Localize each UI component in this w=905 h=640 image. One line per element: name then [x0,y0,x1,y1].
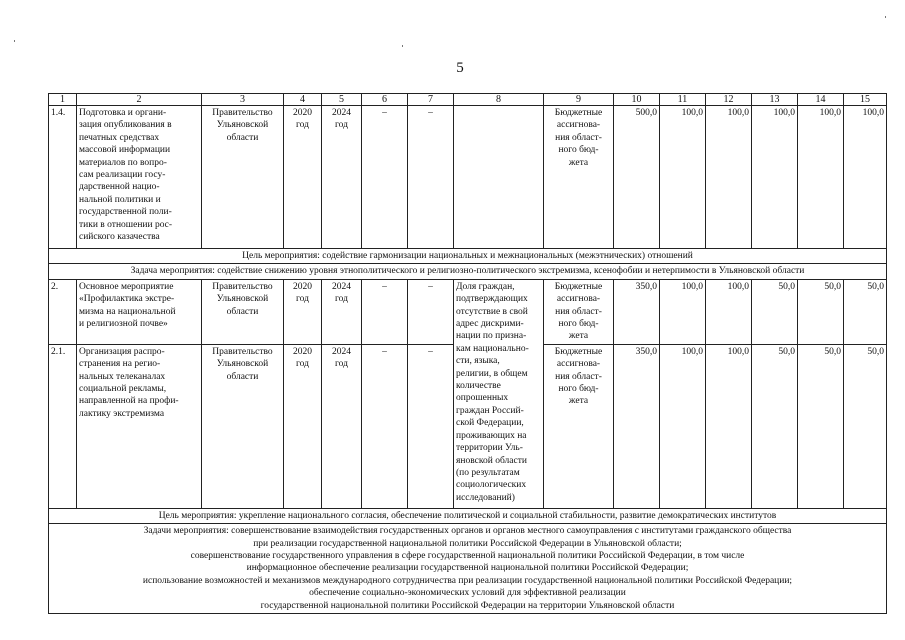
value-col-10: 350,0 [614,279,660,344]
start-year: 2020 год [284,344,322,508]
column-number: 4 [284,94,322,106]
task-text: Задача мероприятия: содействие снижению уровня этнополитического и религиозно-политического экстремизма, ксенофобии и нетерпимости в Ульяновской области [49,264,887,279]
value-col-11: 100,0 [660,279,706,344]
start-year: 2020 год [284,106,322,249]
executor: Правительство Ульяновской области [202,344,284,508]
column-number: 2 [77,94,202,106]
column-7-value: – [408,344,454,508]
column-number: 3 [202,94,284,106]
column-6-value: – [362,106,408,249]
executor: Правительство Ульяновской области [202,279,284,344]
row-number: 2.1. [49,344,77,508]
column-number: 7 [408,94,454,106]
value-col-13: 50,0 [752,279,798,344]
value-col-15: 50,0 [844,344,887,508]
goal-row [49,249,887,264]
value-col-13: 100,0 [752,106,798,249]
indicator: Доля граждан, подтверждающих отсутствие в свой адрес дискрими- нации по призна- кам национально- сти, языка, религии, в общем количестве опрошенных граждан Россий- ской Федерации, проживающих на территории Уль- яновской области (по результатам социологических исследований) [454,279,544,508]
column-6-value: – [362,344,408,508]
funding-source: Бюджетные ассигнова- ния област- ного бюд- жета [544,344,614,508]
column-7-value: – [408,106,454,249]
column-number: 14 [798,94,844,106]
column-number: 5 [322,94,362,106]
executor: Правительство Ульяновской области [202,106,284,249]
value-col-10: 350,0 [614,344,660,508]
scan-speck [402,45,403,47]
column-number: 11 [660,94,706,106]
start-year: 2020 год [284,279,322,344]
value-col-14: 50,0 [798,279,844,344]
activity-name: Подготовка и органи- зация опубликования в печатных средствах массовой информации материалов по вопро- сам реализации госу- дарственной нацио- нальной политики и государственной поли- тики в отношении рос- сийского казачества [77,106,202,249]
activity-name: Основное мероприятие «Профилактика экстре- мизма на национальной и религиозной почве» [77,279,202,344]
goal-text: Цель мероприятия: укрепление национального согласия, обеспечение политической и социальной стабильности, развитие демократических институтов [49,508,887,523]
indicator [454,106,544,249]
goal-text: Цель мероприятия: содействие гармонизации национальных и межнациональных (межэтнических) отношений [49,249,887,264]
value-col-12: 100,0 [706,106,752,249]
column-number: 12 [706,94,752,106]
value-col-14: 50,0 [798,344,844,508]
table-row [49,106,887,249]
value-col-13: 50,0 [752,344,798,508]
column-number: 13 [752,94,798,106]
value-col-15: 100,0 [844,106,887,249]
value-col-15: 50,0 [844,279,887,344]
column-number: 15 [844,94,887,106]
column-number-row [49,94,887,106]
tasks-row [49,524,887,614]
row-number: 1.4. [49,106,77,249]
column-number: 8 [454,94,544,106]
value-col-14: 100,0 [798,106,844,249]
end-year: 2024 год [322,279,362,344]
table-row [49,279,887,344]
task-row [49,264,887,279]
column-number: 10 [614,94,660,106]
goal-row [49,508,887,523]
program-table [48,93,887,614]
end-year: 2024 год [322,344,362,508]
row-number: 2. [49,279,77,344]
tasks-text: Задачи мероприятия: совершенствование взаимодействия государственных органов и органов местного самоуправления с институтами гражданского общества при реализации государственной национальной политики Российской Федерации в Ульяновской области; совершенствование государственного управления в сфере государственной национальной политики Российской Федерации, в том числе информационное обеспечение реализации государственной национальной политики Российской Федерации; использование возможностей и механизмов международного сотрудничества при реализации государственной национальной политики Российской Федерации; обеспечение социально-экономических условий для эффективной реализации государственной национальной политики Российской Федерации на территории Ульяновской области [49,524,887,614]
funding-source: Бюджетные ассигнова- ния област- ного бюд- жета [544,106,614,249]
column-number: 1 [49,94,77,106]
page-number: 5 [456,60,464,76]
value-col-11: 100,0 [660,106,706,249]
end-year: 2024 год [322,106,362,249]
value-col-10: 500,0 [614,106,660,249]
scan-speck [14,40,15,42]
funding-source: Бюджетные ассигнова- ния област- ного бюд- жета [544,279,614,344]
scan-speck [885,16,886,18]
value-col-11: 100,0 [660,344,706,508]
column-number: 6 [362,94,408,106]
column-number: 9 [544,94,614,106]
activity-name: Организация распро- странения на регио- нальных телеканалах социальной рекламы, направленной на профи- лактику экстремизма [77,344,202,508]
value-col-12: 100,0 [706,279,752,344]
column-6-value: – [362,279,408,344]
column-7-value: – [408,279,454,344]
value-col-12: 100,0 [706,344,752,508]
